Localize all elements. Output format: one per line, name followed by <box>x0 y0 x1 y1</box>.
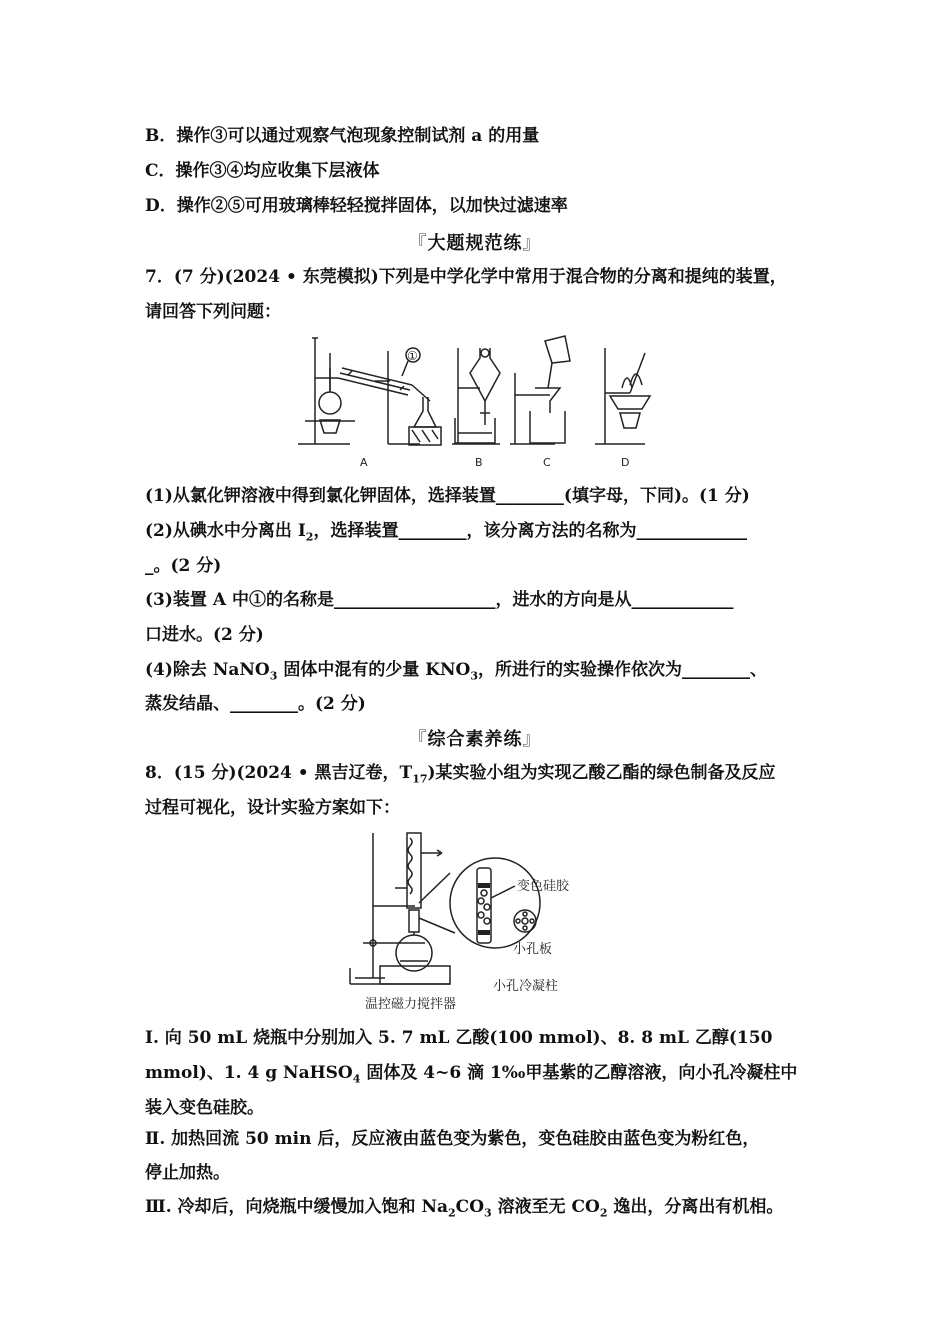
q8-step3-t2: CO <box>455 1197 485 1217</box>
q8-step3-s1: 2 <box>448 1206 456 1220</box>
banner-open-bracket: 『 <box>408 233 428 254</box>
option-b: B．操作③可以通过观察气泡现象控制试剂 a 的用量 <box>145 126 540 146</box>
q8-stem-sub: 17 <box>412 772 428 786</box>
q8-step3-line1 <box>145 1195 783 1219</box>
q7-part2-post: ，选择装置________，该分离方法的名称为_____________ <box>313 521 747 541</box>
q8-stem-line2: 过程可视化，设计实验方案如下： <box>145 798 400 818</box>
q8-step3-t3: 溶液至无 CO <box>491 1197 600 1217</box>
q8-step1-t1: mmol)、1. 4 g NaHSO <box>145 1063 353 1083</box>
q7-stem-line2: 请回答下列问题： <box>145 302 281 322</box>
q8-step1-line2 <box>145 1061 797 1085</box>
q8-stem-a: 8．(15 分)(2024 • 黑吉辽卷，T <box>145 763 413 783</box>
q7-part2-pre: (2)从碘水中分离出 I <box>145 521 306 541</box>
option-c: C．操作③④均应收集下层液体 <box>145 161 380 181</box>
fig-label-b: B <box>475 456 483 469</box>
q8-step3-t1: Ⅲ. 冷却后，向烧瓶中缓慢加入饱和 Na <box>145 1197 449 1217</box>
q7-part3-line1: (3)装置 A 中①的名称是___________________，进水的方向是从____________ <box>145 590 734 610</box>
q8-stem-line1 <box>145 761 776 785</box>
fig-label-d: D <box>621 456 630 469</box>
section-banner-1 <box>0 229 950 255</box>
q8-step3-s3: 2 <box>599 1206 608 1220</box>
q7-stem-line1: 7．(7 分)(2024 • 东莞模拟)下列是中学化学中常用于混合物的分离和提纯的装置， <box>145 267 787 287</box>
q8-step1-sub: 4 <box>352 1072 361 1086</box>
fig-label-plate: 小孔板 <box>513 942 553 957</box>
section-banner-2 <box>0 725 950 751</box>
q8-step2-line2: 停止加热。 <box>145 1163 230 1183</box>
fig-label-gel: 变色硅胶 <box>517 879 570 894</box>
option-d: D．操作②⑤可用玻璃棒轻轻搅拌固体，以加快过滤速率 <box>145 196 568 216</box>
q7-part2-sub: 2 <box>305 530 314 544</box>
q7-part4-line1 <box>145 658 767 682</box>
fig-label-stirrer: 温控磁力搅拌器 <box>365 997 457 1012</box>
q7-part4-line2: 蒸发结晶、________。(2 分) <box>145 694 366 714</box>
q8-stem-b: )某实验小组为实现乙酸乙酯的绿色制备及反应 <box>427 763 776 783</box>
q8-step3-s2: 3 <box>484 1206 492 1220</box>
banner2-close-bracket: 』 <box>522 729 542 750</box>
q7-part1: (1)从氯化钾溶液中得到氯化钾固体，选择装置________(填字母，下同)。(1 分) <box>145 486 750 506</box>
q7-part4-s1: 3 <box>269 669 278 683</box>
q7-part4-t2: 固体中混有的少量 KNO <box>277 660 471 680</box>
q8-step2-line1: Ⅱ. 加热回流 50 min 后，反应液由蓝色变为紫色，变色硅胶由蓝色变为粉红色， <box>145 1129 760 1149</box>
fig-label-a: A <box>360 456 368 469</box>
q8-step3-t4: 逸出，分离出有机相。 <box>607 1197 784 1217</box>
section-title-2: 综合素养练 <box>427 729 523 750</box>
q7-part4-t3: ，所进行的实验操作依次为________、 <box>478 660 768 680</box>
q8-step1-line1: Ⅰ. 向 50 mL 烧瓶中分别加入 5. 7 mL 乙酸(100 mmol)、8. 8 mL 乙醇(150 <box>145 1028 773 1048</box>
q7-part2-line1 <box>145 519 747 543</box>
q8-apparatus-figure <box>345 828 605 1018</box>
q8-step1-line3: 装入变色硅胶。 <box>145 1098 264 1118</box>
q7-part2-line2: _。(2 分) <box>145 556 222 576</box>
banner2-open-bracket: 『 <box>408 729 428 750</box>
banner-close-bracket: 』 <box>522 233 542 254</box>
fig-label-column: 小孔冷凝柱 <box>493 979 559 994</box>
q8-step1-t2: 固体及 4~6 滴 1‰甲基紫的乙醇溶液，向小孔冷凝柱中 <box>360 1063 798 1083</box>
section-title-1: 大题规范练 <box>427 233 523 254</box>
q7-part3-line2: 口进水。(2 分) <box>145 625 264 645</box>
fig-label-c: C <box>543 456 551 469</box>
q7-apparatus-figure <box>290 333 670 478</box>
q7-part4-s2: 3 <box>470 669 479 683</box>
fig-callout-1: ① <box>407 349 418 363</box>
q7-part4-t1: (4)除去 NaNO <box>145 660 270 680</box>
